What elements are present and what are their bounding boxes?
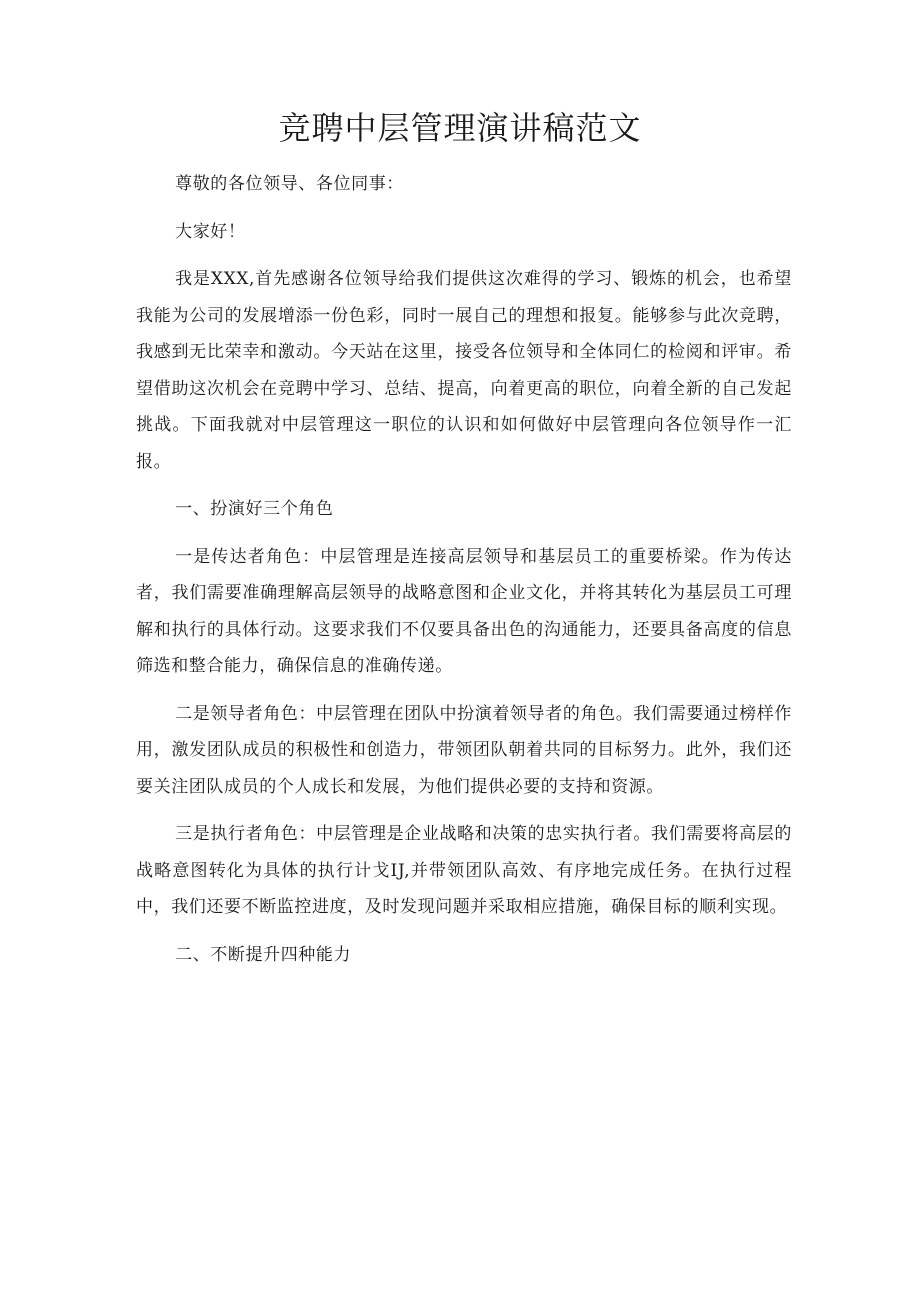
document-body <box>136 166 792 984</box>
salutation: 尊敬的各位领导、各位同事： <box>175 174 404 194</box>
intro-paragraph: 我是XXX,首先感谢各位领导给我们提供这次难得的学习、锻炼的机会，也希望我能为公司的发展增添一份色彩，同时一展自己的理想和报复。能够参与此次竞聘，我感到无比荣幸和激动。今天站在这里，接受各位领导和全体同仁的检阅和评审。希望借助这次机会在竞聘中学习、总结、提高，向着更高的职位，向着全新的自己发起挑战。下面我就对中层管理这一职位的认识和如何做好中层管理向各位领导作一汇报。 <box>136 269 792 472</box>
paragraph-communicator-role: 一是传达者角色：中层管理是连接高层领导和基层员工的重要桥梁。作为传达者，我们需要准确理解高层领导的战略意图和企业文化，并将其转化为基层员工可理解和执行的具体行动。这要求我们不仅要具备出色的沟通能力，还要具备高度的信息筛选和整合能力，确保信息的准确传递。 <box>136 546 792 676</box>
section-heading-2: 二、不断提升四种能力 <box>175 944 352 965</box>
paragraph-leader-role: 二是领导者角色：中层管理在团队中扮演着领导者的角色。我们需要通过榜样作用，激发团队成员的积极性和创造力，带领团队朝着共同的目标努力。此外，我们还要关注团队成员的个人成长和发展，为他们提供必要的支持和资源。 <box>136 703 792 797</box>
document-title: 竞聘中层管理演讲稿范文 <box>278 109 642 147</box>
section-heading-1: 一、扮演好三个角色 <box>175 499 334 519</box>
greeting: 大家好！ <box>175 221 246 242</box>
paragraph-executor-role: 三是执行者角色：中层管理是企业战略和决策的忠实执行者。我们需要将高层的战略意图转化为具体的执行计戈IJ,并带领团队高效、有序地完成任务。在执行过程中，我们还要不断监控进度，及时发现问题并采取相应措施，确保目标的顺利实现。 <box>136 824 792 917</box>
